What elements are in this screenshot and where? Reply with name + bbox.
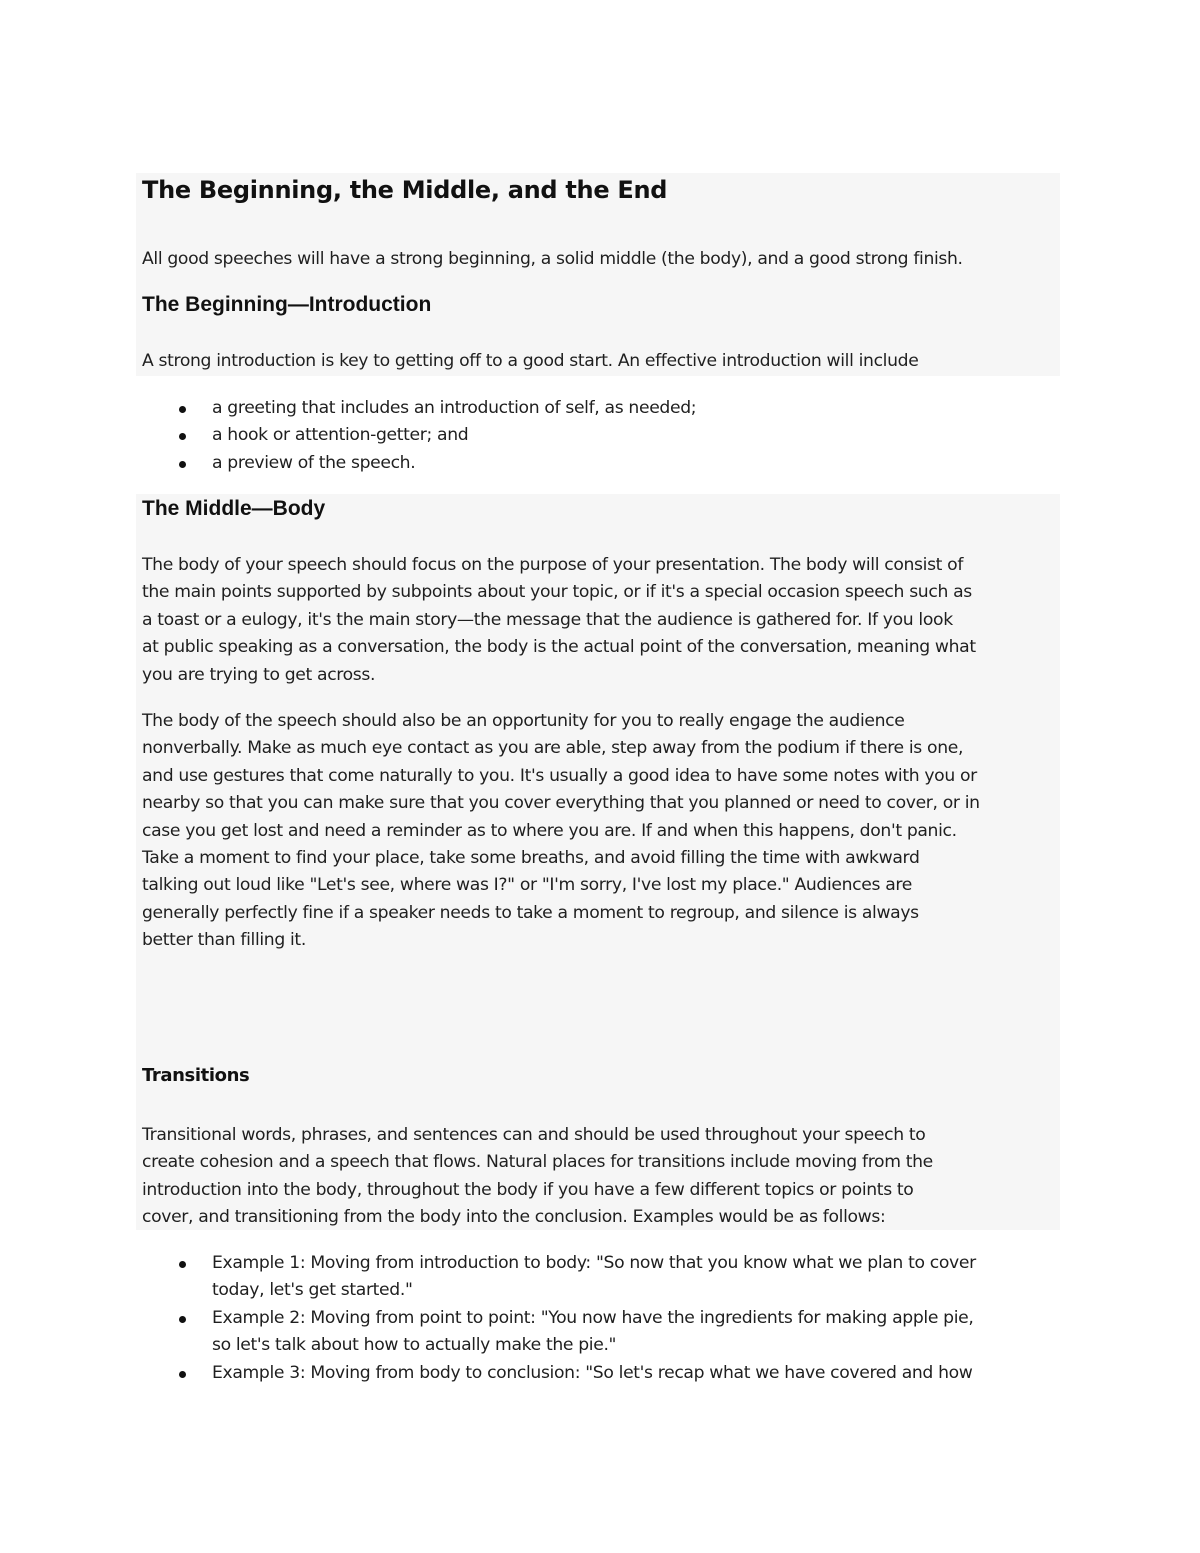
middle-paragraph-1 [142, 552, 1057, 689]
list-item-text: a greeting that includes an introduction of self, as needed; [212, 398, 697, 418]
heading-transitions: Transitions [142, 1065, 250, 1086]
text-line: The body of your speech should focus on the purpose of your presentation. The body will consist of [142, 555, 964, 575]
text-line: at public speaking as a conversation, the body is the actual point of the conversation, meaning what [142, 637, 976, 658]
text-line: case you get lost and need a reminder as to where you are. If and when this happens, don't panic. [142, 820, 957, 841]
text-line: Transitional words, phrases, and sentences can and should be used throughout your speech to [142, 1125, 926, 1145]
list-item-text: a hook or attention-getter; and [212, 425, 469, 446]
list-item-text: a preview of the speech. [212, 452, 416, 473]
beginning-line: A strong introduction is key to getting off to a good start. An effective introduction will include [142, 351, 919, 371]
text-line: The body of the speech should also be an opportunity for you to really engage the audience [142, 711, 905, 731]
list-item [142, 450, 1057, 477]
text-line: introduction into the body, throughout the body if you have a few different topics or points to [142, 1179, 914, 1200]
transitions-examples-list [142, 1250, 1057, 1387]
text-line: generally perfectly fine if a speaker needs to take a moment to regroup, and silence is always [142, 902, 919, 923]
text-line: you are trying to get across. [142, 664, 376, 685]
list-item-text: Example 2: Moving from point to point: "You now have the ingredients for making apple pie, [212, 1307, 974, 1328]
transitions-paragraph [142, 1122, 1057, 1232]
beginning-list [142, 395, 1057, 477]
heading-beginning: The Beginning—Introduction [142, 293, 432, 316]
beginning-paragraph [142, 348, 1057, 375]
bullet-icon [179, 1261, 186, 1268]
list-item-text: Example 1: Moving from introduction to body: "So now that you know what we plan to cover [212, 1253, 976, 1273]
bullet-icon [179, 1371, 186, 1378]
bullet-icon [179, 1316, 186, 1323]
list-item [142, 395, 1057, 422]
bullet-icon [179, 433, 186, 440]
bullet-icon [179, 461, 186, 468]
list-item [142, 1360, 1057, 1387]
bullet-icon [179, 406, 186, 413]
text-line: cover, and transitioning from the body into the conclusion. Examples would be as follows: [142, 1207, 886, 1228]
list-item [142, 422, 1057, 449]
text-line: nearby so that you can make sure that you cover everything that you planned or need to cover, or in [142, 793, 980, 814]
list-item-text: so let's talk about how to actually make the pie." [212, 1335, 617, 1356]
text-line: and use gestures that come naturally to you. It's usually a good idea to have some notes with you or [142, 765, 977, 786]
heading-middle: The Middle—Body [142, 497, 326, 520]
list-item [142, 1305, 1057, 1360]
text-line: create cohesion and a speech that flows. Natural places for transitions include moving from the [142, 1152, 933, 1173]
middle-paragraph-2 [142, 708, 1057, 955]
list-item [142, 1250, 1057, 1305]
document-title: The Beginning, the Middle, and the End [142, 176, 668, 204]
intro-paragraph [142, 246, 1057, 273]
intro-line: All good speeches will have a strong beginning, a solid middle (the body), and a good strong finish. [142, 249, 963, 269]
text-line: nonverbally. Make as much eye contact as you are able, step away from the podium if there is one, [142, 738, 964, 759]
text-line: better than filling it. [142, 930, 306, 951]
text-line: a toast or a eulogy, it's the main story—the message that the audience is gathered for. If you look [142, 609, 953, 630]
text-line: talking out loud like "Let's see, where was I?" or "I'm sorry, I've lost my place." Audiences are [142, 875, 912, 896]
text-line: Take a moment to find your place, take some breaths, and avoid filling the time with awkward [142, 848, 920, 869]
list-item-text: today, let's get started." [212, 1280, 413, 1301]
text-line: the main points supported by subpoints about your topic, or if it's a special occasion speech such as [142, 582, 972, 603]
list-item-text: Example 3: Moving from body to conclusion: "So let's recap what we have covered and how [212, 1362, 973, 1383]
